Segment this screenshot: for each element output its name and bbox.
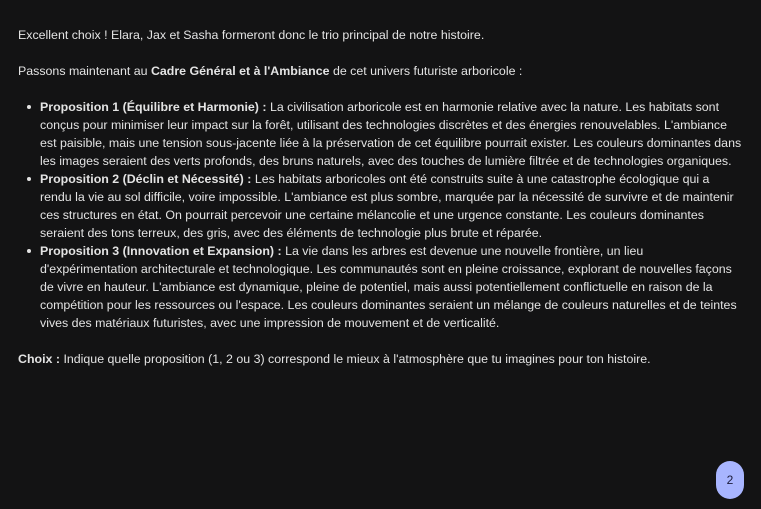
proposal-title: Proposition 3 (Innovation et Expansion) : bbox=[40, 244, 282, 258]
proposal-item-3 bbox=[40, 242, 742, 332]
proposal-title: Proposition 2 (Déclin et Nécessité) : bbox=[40, 172, 252, 186]
proposal-item-2 bbox=[40, 170, 742, 242]
proposal-text: La civilisation arboricole est en harmonie relative avec la nature. Les habitats sont conçus pour minimiser leur impact sur la forêt, utilisant des technologies discrètes et des énergies renouvelables. L'ambiance est paisible, mais une tension sous-jacente liée à la préservation de cet équilibre pourrait exister. Les couleurs dominantes dans les images seraient des verts profonds, des bruns naturels, avec des touches de lumière filtrée et de technologies organiques. bbox=[40, 100, 742, 168]
proposal-item-1 bbox=[40, 98, 742, 170]
lead-text-before: Passons maintenant au bbox=[18, 64, 151, 78]
intro-paragraph: Excellent choix ! Elara, Jax et Sasha formeront donc le trio principal de notre histoire. bbox=[18, 28, 485, 42]
lead-paragraph bbox=[18, 62, 742, 80]
proposal-title: Proposition 1 (Équilibre et Harmonie) : bbox=[40, 100, 267, 114]
page-number-badge[interactable]: 2 bbox=[716, 461, 744, 499]
proposal-text: Les habitats arboricoles ont été construits suite à une catastrophe écologique qui a rendu la vie au sol difficile, voire impossible. L'ambiance est plus sombre, marquée par la nécessité de survivre et de maintenir ces structures en état. On pourrait percevoir une certaine mélancolie et une urgence constante. Les couleurs dominantes seraient des tons terreux, des gris, avec des éléments de technologie plus brute et réparée. bbox=[40, 172, 734, 240]
lead-bold-text: Cadre Général et à l'Ambiance bbox=[150, 64, 330, 78]
lead-text-after: de cet univers futuriste arboricole : bbox=[329, 64, 523, 78]
proposal-list bbox=[18, 98, 742, 332]
choice-paragraph bbox=[18, 350, 742, 368]
choice-text: Indique quelle proposition (1, 2 ou 3) correspond le mieux à l'atmosphère que tu imagines pour ton histoire. bbox=[60, 352, 651, 366]
proposal-text: La vie dans les arbres est devenue une nouvelle frontière, un lieu d'expérimentation architecturale et technologique. Les communautés sont en pleine croissance, explorant de nouvelles façons de vivre en hauteur. L'ambiance est dynamique, pleine de potentiel, mais aussi potentiellement conflictuelle en raison de la compétition pour les ressources ou l'espace. Les couleurs dominantes seraient un mélange de couleurs naturelles et de teintes vives des matériaux futuristes, avec une impression de mouvement et de verticalité. bbox=[40, 244, 737, 330]
choice-label: Choix : bbox=[18, 352, 60, 366]
assistant-message bbox=[18, 26, 742, 368]
